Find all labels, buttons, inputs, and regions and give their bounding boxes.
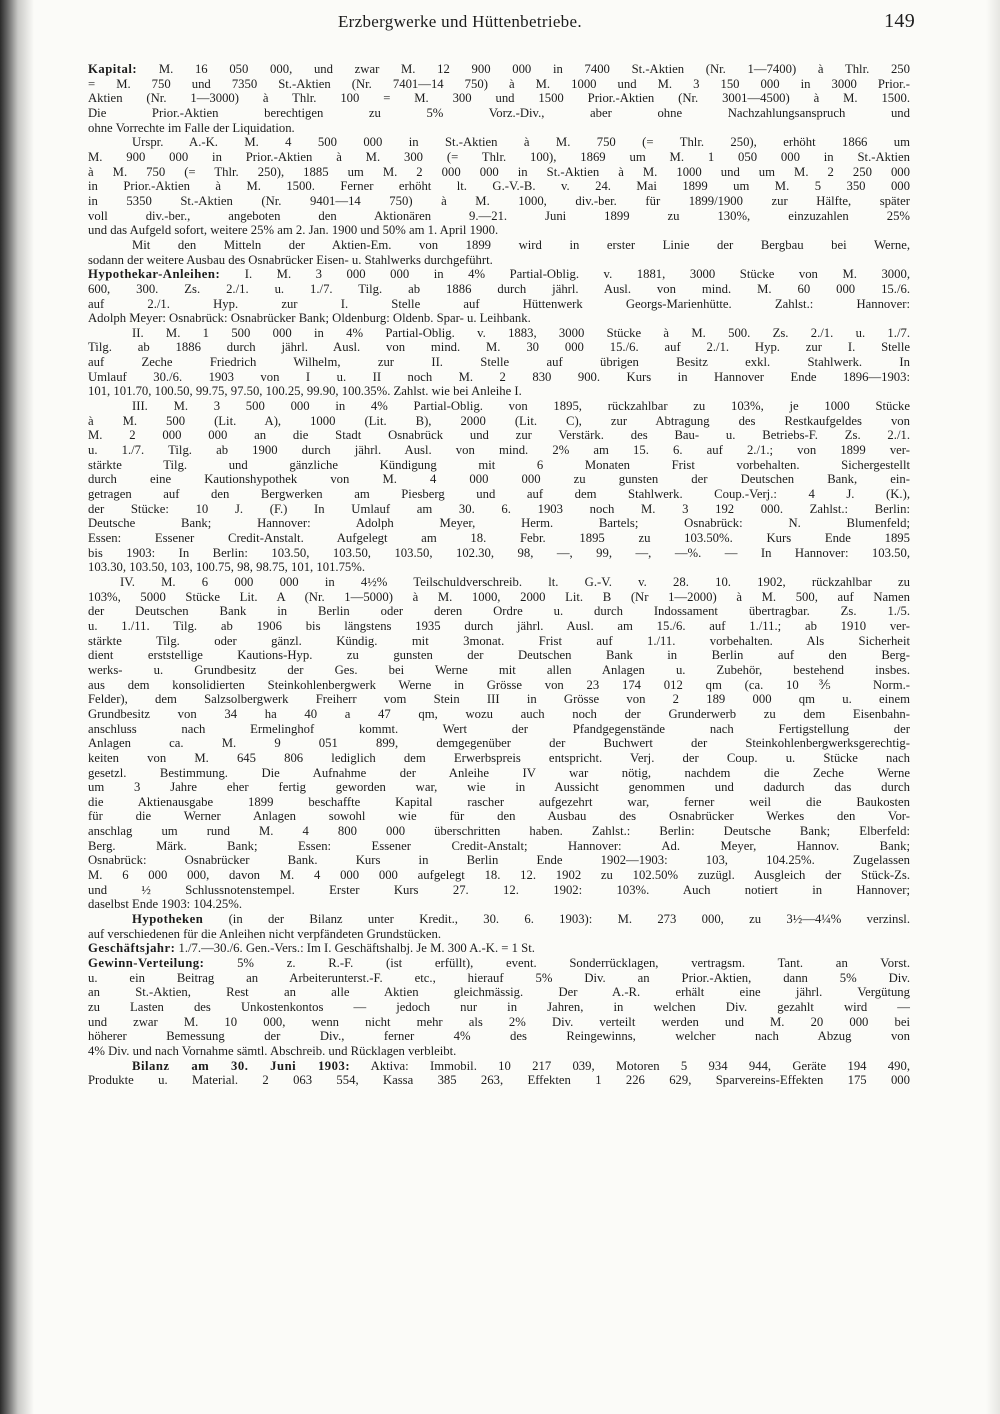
line-text: sodann der weitere Ausbau des Osnabrücker Eisen- u. Stahlwerks durchgeführt.	[88, 252, 493, 267]
text-line	[88, 472, 910, 487]
line-text: und das Aufgeld sofort, weitere 25% am 2. Jan. 1900 und 50% am 1. April 1900.	[88, 223, 499, 238]
line-text: Produkte u. Material. 2 063 554, Kassa 385 263, Effekten 1 226 629, Sparvereins-Effekten 175 000	[88, 1073, 910, 1088]
line-text: II. M. 1 500 000 in 4% Partial-Oblig. v. 1883, 3000 Stücke à M. 500. Zs. 2./1. u. 1./7.	[132, 325, 910, 340]
text-line	[88, 428, 910, 443]
line-text: Grundbesitz von 34 ha 40 a 47 qm, wozu auch noch der Grunderwerb zu dem Eisenbahn-	[88, 706, 910, 721]
line-text: IV. M. 6 000 000 in 4½% Teilschuldverschreib. lt. G.-V. v. 28. 10. 1902, rückzahlbar zu	[120, 574, 910, 589]
line-text: 101, 101.70, 100.50, 99.75, 97.50, 100.25, 99.90, 100.35%. Zahlst. wie bei Anleihe I.	[88, 384, 522, 399]
text-line	[88, 399, 910, 414]
line-text: voll div.-ber., angeboten den Aktionären 9.—21. Juni 1899 zu 130%, einzuzahlen 25%	[88, 208, 910, 223]
section-lead: Bilanz am 30. Juni 1903:	[132, 1058, 351, 1073]
text-line	[88, 1044, 910, 1059]
text-line	[88, 443, 910, 458]
text-line	[88, 209, 910, 224]
text-line	[88, 311, 910, 326]
line-text: stärkte Tilg. oder gänzl. Kündig. mit 3monat. Frist auf 1./11. vorbehalten. Als Sicherheit	[88, 633, 910, 648]
line-text: 5% z. R.-F. (ist erfüllt), event. Sonderrücklagen, vertragsm. Tant. an Vorst.	[204, 956, 910, 971]
line-text: anschlag um rund M. 4 800 000 überschritten haben. Zahlst.: Berlin: Deutsche Bank; Elberfeld:	[88, 824, 910, 839]
line-text: auf Zeche Friedrich Wilhelm, zur II. Stelle auf übrigen Besitz exkl. Stahlwerk. In	[88, 355, 910, 370]
line-text: die Aktienausgabe 1899 beschaffte Kapital rascher aufgezehrt war, ferner weil die Baukosten	[88, 794, 910, 809]
text-line	[88, 634, 910, 649]
line-text: Urspr. A.-K. M. 4 500 000 in St.-Aktien à M. 750 (= Thlr. 250), erhöht 1866 um	[132, 135, 910, 150]
text-line	[88, 267, 910, 282]
text-line	[88, 121, 910, 136]
line-text: und zwar M. 10 000, wenn nicht mehr als 2% Div. verteilt werden und M. 20 000 bei	[88, 1014, 910, 1029]
text-line	[88, 1073, 910, 1088]
line-text: gesetzl. Bestimmung. Die Aufnahme der Anleihe IV war nötig, nachdem die Zeche Werne	[88, 765, 910, 780]
line-text: Adolph Meyer: Osnabrück: Osnabrücker Bank; Oldenburg: Oldenb. Spar- u. Leihbank.	[88, 311, 531, 326]
text-line	[88, 795, 910, 810]
text-line	[88, 1015, 910, 1030]
text-line	[88, 384, 910, 399]
text-line	[88, 853, 910, 868]
text-line	[88, 985, 910, 1000]
text-line	[88, 941, 910, 956]
text-line	[88, 62, 910, 77]
text-line	[88, 604, 910, 619]
section-lead: Hypotheken	[132, 912, 204, 927]
text-line	[88, 414, 910, 429]
text-line	[88, 531, 910, 546]
text-line	[88, 253, 910, 268]
text-line	[88, 135, 910, 150]
line-text: ohne Vorrechte im Falle der Liquidation.	[88, 120, 295, 135]
line-text: 600, 300. Zs. 2./1. u. 1./7. Tilg. ab 1886 durch jährl. Ausl. von mind. M. 60 000 15./6.	[88, 281, 910, 296]
line-text: Mit den Mitteln der Aktien-Em. von 1899 wird in erster Linie der Bergbau bei Werne,	[132, 237, 910, 252]
line-text: an St.-Aktien, Rest an alle Aktien gleichmässig. Der A.-R. erhält eine jährl. Vergütung	[88, 985, 910, 1000]
text-line	[88, 165, 910, 180]
line-text: Felder), dem Salzsolbergwerk Freiherr vom Stein III in Grösse von 2 189 000 qm u. einem	[88, 692, 910, 707]
text-line	[88, 326, 910, 341]
line-text: u. 1./11. Tilg. ab 1906 bis längstens 1935 durch jährl. Ausl. am 15./6. auf 1./11.; ab 1910 ver-	[88, 618, 910, 633]
line-text: zu Lasten des Unkostenkontos — jedoch nur in Jahren, in welchen Div. gezahlt wird —	[88, 1000, 910, 1014]
scan-edge-shade	[986, 0, 1000, 1414]
text-line	[88, 722, 910, 737]
text-line	[88, 340, 910, 355]
text-line	[88, 1000, 910, 1015]
section-lead: Gewinn-Verteilung:	[88, 956, 205, 971]
text-line	[88, 883, 910, 898]
text-line	[88, 458, 910, 473]
line-text: Die Prior.-Aktien berechtigen zu 5% Vorz.-Div., aber ohne Nachzahlungsanspruch und	[88, 105, 910, 120]
line-text: I. M. 3 000 000 in 4% Partial-Oblig. v. 1881, 3000 Stücke von M. 3000,	[220, 267, 910, 282]
body-text	[88, 62, 910, 1088]
text-line	[88, 868, 910, 883]
line-text: u. 1./7. Tilg. ab 1900 durch jährl. Ausl. von mind. 2% am 15. 6. auf 2./1.; von 1899 ver-	[88, 443, 910, 458]
line-text: M. 900 000 in Prior.-Aktien à M. 300 (= Thlr. 100), 1869 um M. 1 050 000 in St.-Aktien	[88, 149, 910, 164]
text-line	[88, 590, 910, 605]
text-line	[88, 927, 910, 942]
line-text: der Stücke: 10 J. (F.) In Umlauf am 30. 6. 1903 noch M. 3 192 000. Zahlst.: Berlin:	[88, 501, 910, 516]
section-lead: Geschäftsjahr:	[88, 941, 176, 956]
text-line	[88, 546, 910, 561]
line-text: Berg. Märk. Bank; Essen: Essener Credit-Anstalt; Hannover: Ad. Meyer, Hannov. Bank;	[88, 838, 910, 853]
line-text: à M. 750 (= Thlr. 250), 1885 um M. 2 000 000 in St.-Aktien à M. 1000 und um M. 2 250 000	[88, 164, 910, 179]
line-text: à M. 500 (Lit. A), 1000 (Lit. B), 2000 (Lit. C), zur Abtragung des Restkaufgeldes von	[88, 413, 910, 428]
line-text: daselbst Ende 1903: 104.25%.	[88, 897, 242, 912]
line-text: 4% Div. und nach Vornahme sämtl. Abschreib. und Rücklagen verbleibt.	[88, 1043, 457, 1058]
text-line	[88, 106, 910, 121]
line-text: Tilg. ab 1886 durch jährl. Ausl. von mind. M. 30 000 15./6. auf 2./1. Hyp. zur I. Stelle	[88, 340, 910, 355]
text-line	[88, 77, 910, 92]
line-text: getragen auf den Bergwerken am Piesberg und auf dem Stahlwerk. Coup.-Verj.: 4 J. (K.),	[88, 487, 910, 502]
text-line	[88, 809, 910, 824]
text-line	[88, 575, 910, 590]
line-text: u. ein Beitrag an Arbeiterunterst.-F. etc., hierauf 5% Div. an Prior.-Aktien, dann 5% Div.	[88, 970, 910, 985]
line-text: Umlauf 30./6. 1903 von I u. II noch M. 2 830 900. Kurs in Hannover Ende 1896—1903:	[88, 369, 910, 384]
text-line	[88, 502, 910, 517]
line-text: anschluss nach Ermelinghof kommt. Wert der Pfandgegenstände nach Fertigstellung der	[88, 721, 910, 736]
line-text: 103%, 5000 Stücke Lit. A (Nr. 1—5000) à M. 1000, 2000 Lit. B (Nr 1—2000) à M. 500, auf Namen	[88, 589, 910, 604]
line-text: Deutsche Bank; Hannover: Adolph Meyer, Herm. Bartels; Osnabrück: N. Blumenfeld;	[88, 516, 910, 531]
line-text: werks- u. Grundbesitz der Ges. bei Werne mit allen Anlagen u. Zubehör, bestehend insbes.	[88, 662, 910, 677]
text-line	[88, 736, 910, 751]
text-line	[88, 355, 910, 370]
text-line	[88, 648, 910, 663]
line-text: = M. 750 und 7350 St.-Aktien (Nr. 7401—14 750) à M. 1000 und M. 3 150 000 in 3000 Prior.-	[88, 76, 910, 91]
line-text: stärkte Tilg. und gänzliche Kündigung mit 6 Monaten Frist vorbehalten. Sichergestellt	[88, 457, 910, 472]
text-line	[88, 91, 910, 106]
text-line	[88, 194, 910, 209]
text-line	[88, 956, 910, 971]
line-text: M. 16 050 000, und zwar M. 12 900 000 in 7400 St.-Aktien (Nr. 1—7400) à Thlr. 250	[137, 62, 910, 76]
text-line	[88, 766, 910, 781]
text-line	[88, 839, 910, 854]
text-line	[88, 692, 910, 707]
line-text: um 3 Jahre eher fertig geworden war, wie in Aussicht genommen und dadurch das durch	[88, 780, 910, 795]
section-lead: Kapital:	[88, 62, 138, 76]
text-line	[88, 824, 910, 839]
line-text: III. M. 3 500 000 in 4% Partial-Oblig. von 1895, rückzahlbar zu 103%, je 1000 Stücke	[132, 399, 910, 414]
line-text: höherer Bemessung der Div., ferner 4% des Reingewinns, welcher nach Abzug von	[88, 1029, 910, 1044]
line-text: 103.30, 103.50, 103, 100.75, 98, 98.75, 101, 101.75%.	[88, 560, 366, 575]
line-text: 1./7.—30./6. Gen.-Vers.: Im I. Geschäftshalbj. Je M. 300 A.-K. = 1 St.	[175, 941, 535, 956]
text-line	[88, 619, 910, 634]
running-title: Erzbergwerke und Hüttenbetriebe.	[338, 12, 582, 31]
section-lead: Hypothekar-Anleihen:	[88, 267, 221, 282]
line-text: Aktiva: Immobil. 10 217 039, Motoren 5 934 944, Geräte 194 490,	[350, 1058, 910, 1073]
text-line	[88, 780, 910, 795]
line-text: keiten von M. 645 806 lediglich dem Erwerbspreis entspricht. Verj. der Coup. u. Stücke nach	[88, 750, 910, 765]
line-text: Anlagen ca. M. 9 051 899, demgegenüber der Buchwert der Steinkohlenbergwerksgerechtig-	[88, 736, 910, 751]
line-text: dient erststellige Kautions-Hyp. zu gunsten der Deutschen Bank in Berlin auf den Berg-	[88, 648, 910, 663]
text-line	[88, 238, 910, 253]
text-line	[88, 912, 910, 927]
text-line	[88, 223, 910, 238]
line-text: Essen: Essener Credit-Anstalt. Aufgelegt am 18. Febr. 1895 zu 103.50%. Kurs Ende 1895	[88, 531, 910, 545]
text-line	[88, 678, 910, 693]
text-line	[88, 560, 910, 575]
line-text: in Prior.-Aktien à M. 1500. Ferner erhöht lt. G.-V.-B. v. 24. Mai 1899 um M. 5 350 000	[88, 179, 910, 194]
text-line	[88, 897, 910, 912]
page-number: 149	[884, 10, 915, 32]
line-text: für die Werner Anlagen sowohl wie für den Ausbau des Osnabrücker Werkes den Vor-	[88, 809, 910, 824]
text-line	[88, 516, 910, 531]
line-text: auf 2./1. Hyp. zur I. Stelle auf Hüttenwerk Georgs-Marienhütte. Zahlst.: Hannover:	[88, 296, 910, 311]
line-text: (in der Bilanz unter Kredit., 30. 6. 1903): M. 273 000, zu 3½—4¼% verzinsl.	[203, 912, 910, 927]
scan-binding-shadow	[0, 0, 34, 1414]
text-line	[88, 707, 910, 722]
text-line	[88, 487, 910, 502]
text-line	[88, 1029, 910, 1044]
line-text: bis 1903: In Berlin: 103.50, 103.50, 103.50, 102.30, 98, —, 99, —, —%. — In Hannover: 103.50,	[88, 545, 910, 560]
line-text: M. 2 000 000 an die Stadt Osnabrück und zur Verstärk. des Bau- u. Betriebs-F. Zs. 2./1.	[88, 428, 910, 443]
text-line	[88, 971, 910, 986]
text-line	[88, 1059, 910, 1074]
line-text: der Deutschen Bank in Berlin oder deren Ordre u. durch Indossament übertragbar. Zs. 1./5.	[88, 604, 910, 619]
text-line	[88, 751, 910, 766]
text-line	[88, 150, 910, 165]
line-text: und ½ Schlussnotenstempel. Erster Kurs 27. 12. 1902: 103%. Auch notiert in Hannover;	[88, 882, 910, 897]
text-line	[88, 282, 910, 297]
line-text: durch eine Kautionshypothek von M. 4 000 000 zu gunsten der Deutschen Bank, ein-	[88, 472, 910, 487]
line-text: Osnabrück: Osnabrücker Bank. Kurs in Berlin Ende 1902—1903: 103, 104.25%. Zugelassen	[88, 853, 910, 868]
line-text: M. 6 000 000, davon M. 4 000 000 aufgelegt 18. 12. 1902 zu 102.50% zuzügl. Ausgleich der Stück-Zs.	[88, 868, 910, 883]
text-line	[88, 663, 910, 678]
text-line	[88, 370, 910, 385]
line-text: in 5350 St.-Aktien (Nr. 9401—14 750) à M. 1000, div.-ber. für 1899/1900 zur Hälfte, später	[88, 193, 910, 208]
line-text: Aktien (Nr. 1—3000) à Thlr. 100 = M. 300 und 1500 Prior.-Aktien (Nr. 3001—4500) à M. 1500.	[88, 91, 910, 106]
line-text: aus dem konsolidierten Steinkohlenbergwerk Werne in Grösse von 23 174 012 qm (ca. 10⅗ Norm.-	[88, 677, 910, 692]
line-text: auf verschiedenen für die Anleihen nicht verpfändeten Grundstücken.	[88, 926, 442, 941]
text-line	[88, 297, 910, 312]
text-line	[88, 179, 910, 194]
